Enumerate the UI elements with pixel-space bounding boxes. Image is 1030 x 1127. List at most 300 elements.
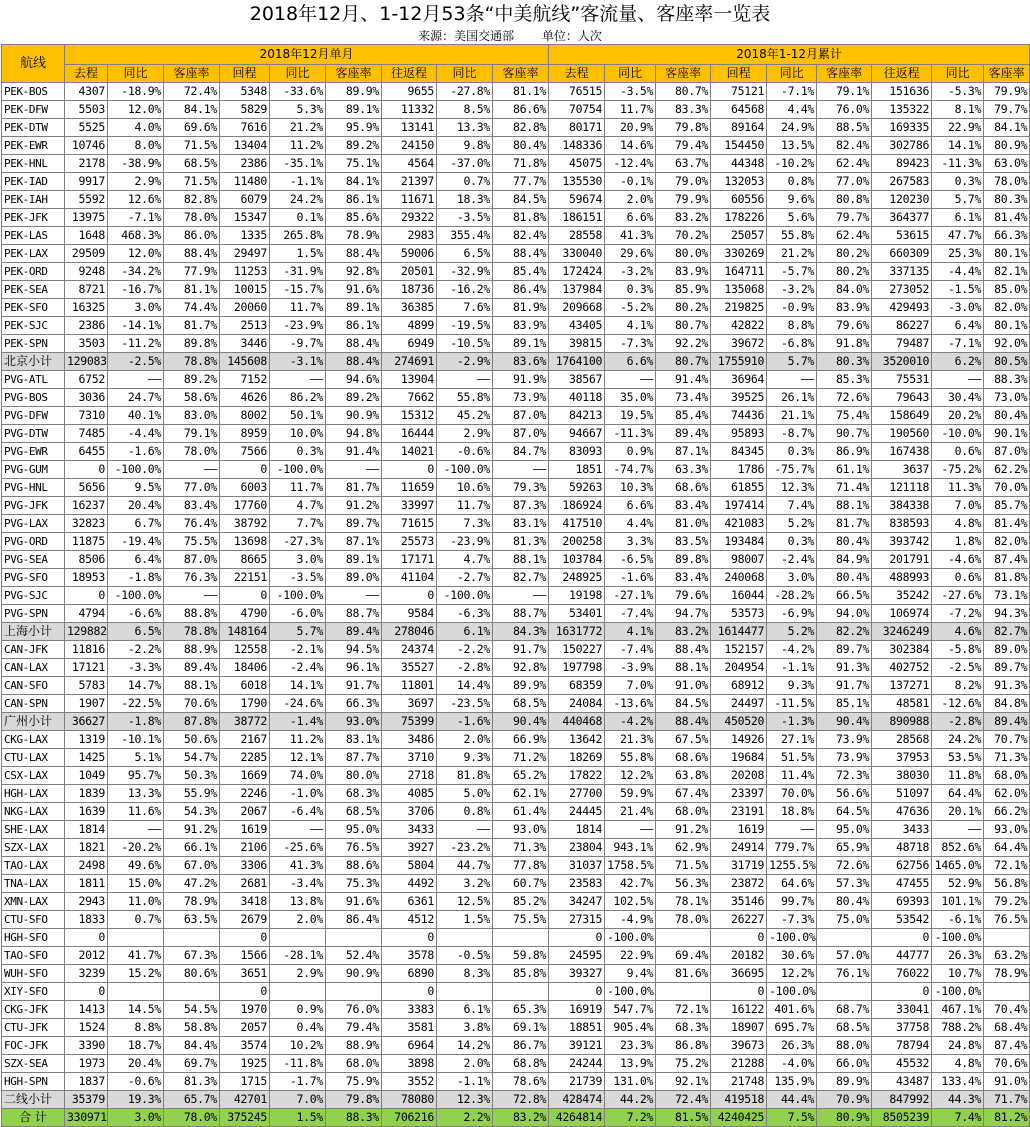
value-cell: 67.5%	[656, 731, 711, 749]
value-cell: 37758	[872, 1019, 932, 1037]
value-cell: 15347	[220, 209, 270, 227]
value-cell: 62756	[872, 857, 932, 875]
value-cell: 89.9%	[326, 83, 382, 101]
value-cell: 89.4%	[164, 659, 220, 677]
value-cell: 95893	[711, 425, 767, 443]
value-cell: 82.0%	[984, 533, 1030, 551]
table-row	[2, 839, 1030, 857]
value-cell: -3.5%	[270, 569, 326, 587]
value-cell: 64.4%	[932, 785, 984, 803]
value-cell: 102.5%	[605, 893, 656, 911]
value-cell: 90.1%	[984, 425, 1030, 443]
route-cell: PVG-JFK	[2, 497, 65, 515]
value-cell: 68.0%	[656, 803, 711, 821]
value-cell: 73.4%	[656, 389, 711, 407]
value-cell: 88.8%	[164, 605, 220, 623]
value-cell: 4626	[220, 389, 270, 407]
value-cell: -3.1%	[270, 353, 326, 371]
value-cell: 384338	[872, 497, 932, 515]
value-cell: 12.2%	[767, 965, 817, 983]
value-cell: 89.4%	[326, 623, 382, 641]
value-cell: -100.0%	[108, 587, 164, 605]
value-cell: 41.3%	[270, 857, 326, 875]
value-cell: 79.3%	[493, 479, 549, 497]
value-cell: 3486	[382, 731, 437, 749]
value-cell: -2.5%	[108, 353, 164, 371]
value-cell: 44.3%	[932, 1091, 984, 1109]
value-cell: 21.2%	[270, 119, 326, 137]
value-cell: 1814	[65, 821, 108, 839]
value-cell: 11.0%	[108, 893, 164, 911]
value-cell: 81.9%	[493, 299, 549, 317]
value-cell: 45075	[549, 155, 605, 173]
value-cell: 7662	[382, 389, 437, 407]
value-cell: -22.5%	[108, 695, 164, 713]
value-cell: -19.4%	[108, 533, 164, 551]
value-cell: 7485	[65, 425, 108, 443]
value-cell: 91.2%	[164, 821, 220, 839]
value-cell: 4.8%	[932, 1055, 984, 1073]
value-cell: 0	[65, 461, 108, 479]
value-cell: 11332	[382, 101, 437, 119]
value-cell: 75.3%	[326, 875, 382, 893]
value-cell: 5592	[65, 191, 108, 209]
value-cell: 85.4%	[656, 407, 711, 425]
value-cell: 7.4%	[932, 1109, 984, 1127]
value-cell: 79.6%	[656, 587, 711, 605]
value-cell: 5.2%	[767, 623, 817, 641]
value-cell: -4.4%	[932, 263, 984, 281]
value-cell: 90.4%	[817, 713, 872, 731]
value-cell: 0	[549, 983, 605, 1001]
value-cell: 89.7%	[984, 659, 1030, 677]
route-cell: PVG-HNL	[2, 479, 65, 497]
value-cell: 16237	[65, 497, 108, 515]
value-cell: 56.8%	[984, 875, 1030, 893]
value-cell: 8.3%	[437, 965, 493, 983]
value-cell: 67.3%	[164, 947, 220, 965]
value-cell: -16.7%	[108, 281, 164, 299]
route-cell: TAO-LAX	[2, 857, 65, 875]
value-cell: 89.2%	[326, 137, 382, 155]
value-cell: 0.7%	[108, 911, 164, 929]
value-cell: -1.8%	[108, 569, 164, 587]
route-cell: CAN-LAX	[2, 659, 65, 677]
value-cell: 18851	[549, 1019, 605, 1037]
value-cell: 21739	[549, 1073, 605, 1091]
value-cell: 5.7%	[767, 353, 817, 371]
value-cell: 66.1%	[164, 839, 220, 857]
value-cell: 78.1%	[656, 893, 711, 911]
value-cell: 88.3%	[326, 1109, 382, 1127]
value-cell: 82.0%	[984, 299, 1030, 317]
value-cell: 4307	[65, 83, 108, 101]
value-cell: 88.1%	[817, 497, 872, 515]
value-cell: 80.9%	[984, 137, 1030, 155]
value-cell: 135068	[711, 281, 767, 299]
value-cell: 0.3%	[767, 533, 817, 551]
route-cell: PEK-IAH	[2, 191, 65, 209]
value-cell: 95.7%	[108, 767, 164, 785]
value-cell: 3697	[382, 695, 437, 713]
value-cell: 78080	[382, 1091, 437, 1109]
value-cell: 12.3%	[437, 1091, 493, 1109]
route-cell: 合 计	[2, 1109, 65, 1127]
value-cell: 86.8%	[656, 1037, 711, 1055]
value-cell: 24914	[711, 839, 767, 857]
value-cell: 201791	[872, 551, 932, 569]
value-cell	[984, 929, 1030, 947]
value-cell: -33.6%	[270, 83, 326, 101]
value-cell: -6.3%	[437, 605, 493, 623]
value-cell: 1821	[65, 839, 108, 857]
value-cell: 35379	[65, 1091, 108, 1109]
value-cell: -9.7%	[270, 335, 326, 353]
value-cell: 71.3%	[984, 749, 1030, 767]
value-cell: 5503	[65, 101, 108, 119]
value-cell: 87.0%	[984, 443, 1030, 461]
value-cell: 80.4%	[817, 893, 872, 911]
value-cell: 2.9%	[108, 173, 164, 191]
value-cell: 45532	[872, 1055, 932, 1073]
value-cell: 3710	[382, 749, 437, 767]
value-cell: 83.9%	[817, 299, 872, 317]
value-cell: 68.4%	[984, 1019, 1030, 1037]
value-cell: 62.1%	[493, 785, 549, 803]
value-cell: 17822	[549, 767, 605, 785]
value-cell	[164, 929, 220, 947]
value-cell: 200258	[549, 533, 605, 551]
value-cell: 42701	[220, 1091, 270, 1109]
value-cell: 19.5%	[605, 407, 656, 425]
value-cell: 24.2%	[932, 731, 984, 749]
value-cell: 59.9%	[605, 785, 656, 803]
value-cell: 90.9%	[326, 965, 382, 983]
table-row	[2, 407, 1030, 425]
value-cell: 1614477	[711, 623, 767, 641]
value-cell: -6.8%	[767, 335, 817, 353]
value-cell: 88.7%	[493, 605, 549, 623]
route-cell: PEK-SFO	[2, 299, 65, 317]
value-cell: -2.2%	[437, 641, 493, 659]
value-cell: 38030	[872, 767, 932, 785]
value-cell: 3383	[382, 1001, 437, 1019]
value-cell: 1839	[65, 785, 108, 803]
value-cell: 417510	[549, 515, 605, 533]
value-cell: -2.5%	[932, 659, 984, 677]
value-cell: 3.0%	[767, 569, 817, 587]
value-cell: 133.4%	[932, 1073, 984, 1091]
table-row	[2, 1019, 1030, 1037]
value-cell: 83.6%	[493, 353, 549, 371]
value-cell: 50.1%	[270, 407, 326, 425]
value-cell: 2057	[220, 1019, 270, 1037]
route-cell: SZX-LAX	[2, 839, 65, 857]
value-cell: -6.6%	[108, 605, 164, 623]
value-cell: 2167	[220, 731, 270, 749]
value-cell: 137271	[872, 677, 932, 695]
header-col: 客座率	[817, 65, 872, 83]
value-cell: 84.8%	[984, 695, 1030, 713]
value-cell: 20.4%	[108, 497, 164, 515]
value-cell: 76.1%	[817, 965, 872, 983]
value-cell: 20.2%	[932, 407, 984, 425]
value-cell: 79.7%	[817, 209, 872, 227]
value-cell: 86.1%	[326, 191, 382, 209]
subtotal-row	[2, 353, 1030, 371]
value-cell: 69.1%	[493, 1019, 549, 1037]
value-cell: 21288	[711, 1055, 767, 1073]
value-cell: 71.5%	[164, 173, 220, 191]
value-cell: -4.2%	[605, 713, 656, 731]
value-cell: -75.7%	[767, 461, 817, 479]
value-cell: 91.9%	[493, 371, 549, 389]
value-cell: 68.5%	[493, 695, 549, 713]
value-cell: 14.6%	[605, 137, 656, 155]
table-row	[2, 101, 1030, 119]
value-cell: 429493	[872, 299, 932, 317]
value-cell: 43405	[549, 317, 605, 335]
value-cell: 81.6%	[656, 965, 711, 983]
value-cell: 7.0%	[932, 497, 984, 515]
value-cell: 1811	[65, 875, 108, 893]
table-row	[2, 1037, 1030, 1055]
value-cell: 0.4%	[270, 1019, 326, 1037]
value-cell: 36385	[382, 299, 437, 317]
value-cell: 103784	[549, 551, 605, 569]
value-cell: 0.1%	[270, 209, 326, 227]
value-cell: 79.6%	[817, 317, 872, 335]
route-cell: PEK-BOS	[2, 83, 65, 101]
value-cell: 197798	[549, 659, 605, 677]
value-cell: 6.7%	[108, 515, 164, 533]
route-cell: CTU-JFK	[2, 1019, 65, 1037]
value-cell: -10.1%	[108, 731, 164, 749]
route-cell: FOC-JFK	[2, 1037, 65, 1055]
value-cell: -25.6%	[270, 839, 326, 857]
value-cell: 80.3%	[817, 353, 872, 371]
value-cell: -3.0%	[932, 299, 984, 317]
value-cell: 14.5%	[108, 1001, 164, 1019]
value-cell: 3.2%	[437, 875, 493, 893]
value-cell: 5783	[65, 677, 108, 695]
value-cell: 91.7%	[817, 677, 872, 695]
value-cell	[326, 929, 382, 947]
value-cell: 0	[382, 983, 437, 1001]
value-cell: 135322	[872, 101, 932, 119]
value-cell: 84.5%	[493, 191, 549, 209]
value-cell: 11659	[382, 479, 437, 497]
header-col: 客座率	[656, 65, 711, 83]
value-cell: 26.3%	[932, 947, 984, 965]
value-cell: 79.7%	[984, 101, 1030, 119]
header-col: 客座率	[164, 65, 220, 83]
value-cell: 1.8%	[932, 533, 984, 551]
value-cell: 69393	[872, 893, 932, 911]
value-cell: 84345	[711, 443, 767, 461]
value-cell: 169335	[872, 119, 932, 137]
value-cell: 3706	[382, 803, 437, 821]
value-cell: 13642	[549, 731, 605, 749]
value-cell: 91.4%	[326, 443, 382, 461]
value-cell: 28568	[872, 731, 932, 749]
value-cell: -100.0%	[270, 461, 326, 479]
value-cell: 193484	[711, 533, 767, 551]
value-cell: 15312	[382, 407, 437, 425]
value-cell: 56.3%	[656, 875, 711, 893]
value-cell: 85.4%	[493, 263, 549, 281]
value-cell: 4.0%	[108, 119, 164, 137]
table-row	[2, 929, 1030, 947]
value-cell: -1.4%	[270, 713, 326, 731]
value-cell: 0	[220, 587, 270, 605]
value-cell: 71.5%	[656, 857, 711, 875]
value-cell: 65.9%	[817, 839, 872, 857]
value-cell: -3.4%	[270, 875, 326, 893]
value-cell: 5.1%	[108, 749, 164, 767]
value-cell: 92.2%	[656, 335, 711, 353]
value-cell: -28.1%	[270, 947, 326, 965]
value-cell: 0.3%	[932, 173, 984, 191]
value-cell: 6.5%	[437, 245, 493, 263]
value-cell: 75.2%	[656, 1055, 711, 1073]
table-row	[2, 965, 1030, 983]
value-cell: 67.4%	[656, 785, 711, 803]
value-cell: 47455	[872, 875, 932, 893]
value-cell: 54.5%	[164, 1001, 220, 1019]
value-cell: 1758.5%	[605, 857, 656, 875]
value-cell: 82.7%	[984, 623, 1030, 641]
value-cell: 17760	[220, 497, 270, 515]
value-cell: 87.7%	[326, 749, 382, 767]
value-cell: 72.6%	[817, 857, 872, 875]
table-row	[2, 1001, 1030, 1019]
value-cell: -3.2%	[767, 281, 817, 299]
value-cell: 3581	[382, 1019, 437, 1037]
value-cell: 95.0%	[817, 821, 872, 839]
value-cell: -8.7%	[767, 425, 817, 443]
value-cell: 7.0%	[270, 1091, 326, 1109]
value-cell: 35242	[872, 587, 932, 605]
value-cell	[108, 983, 164, 1001]
value-cell: 70.7%	[984, 731, 1030, 749]
value-cell: 7.7%	[270, 515, 326, 533]
value-cell: 66.2%	[984, 803, 1030, 821]
value-cell: 2386	[65, 317, 108, 335]
value-cell: 89.7%	[817, 641, 872, 659]
value-cell: 0	[872, 929, 932, 947]
value-cell: 23191	[711, 803, 767, 821]
value-cell: 90.4%	[493, 713, 549, 731]
value-cell: -23.2%	[437, 839, 493, 857]
value-cell: 1639	[65, 803, 108, 821]
value-cell: 83.2%	[493, 1109, 549, 1127]
value-cell: 0	[711, 929, 767, 947]
value-cell: 94.8%	[326, 425, 382, 443]
value-cell: 44777	[872, 947, 932, 965]
value-cell: 35527	[382, 659, 437, 677]
value-cell: 68.3%	[326, 785, 382, 803]
value-cell: 847992	[872, 1091, 932, 1109]
value-cell: 13904	[382, 371, 437, 389]
value-cell: 91.7%	[493, 641, 549, 659]
value-cell: 302384	[872, 641, 932, 659]
value-cell: 13.9%	[605, 1055, 656, 1073]
subtotal-row	[2, 713, 1030, 731]
value-cell: 51.5%	[767, 749, 817, 767]
value-cell: 75.5%	[493, 911, 549, 929]
route-cell: PEK-LAX	[2, 245, 65, 263]
value-cell: 5525	[65, 119, 108, 137]
value-cell: 36627	[65, 713, 108, 731]
value-cell: 355.4%	[437, 227, 493, 245]
value-cell: 178226	[711, 209, 767, 227]
value-cell: 86227	[872, 317, 932, 335]
value-cell: 375245	[220, 1109, 270, 1127]
table-row	[2, 191, 1030, 209]
header-col: 客座率	[493, 65, 549, 83]
value-cell: 2.2%	[437, 1109, 493, 1127]
value-cell: -23.9%	[270, 317, 326, 335]
value-cell: 197414	[711, 497, 767, 515]
value-cell: -2.9%	[437, 353, 493, 371]
value-cell: 36964	[711, 371, 767, 389]
value-cell: -11.3%	[605, 425, 656, 443]
value-cell: 72.4%	[656, 1091, 711, 1109]
route-cell: CTU-SFO	[2, 911, 65, 929]
value-cell: 2178	[65, 155, 108, 173]
value-cell: 19198	[549, 587, 605, 605]
value-cell: 40.1%	[108, 407, 164, 425]
value-cell: 55.8%	[437, 389, 493, 407]
value-cell: 337135	[872, 263, 932, 281]
value-cell: -7.1%	[108, 209, 164, 227]
value-cell: 91.0%	[656, 677, 711, 695]
value-cell: 27700	[549, 785, 605, 803]
value-cell: 10746	[65, 137, 108, 155]
value-cell: 20.9%	[605, 119, 656, 137]
value-cell: -12.4%	[605, 155, 656, 173]
value-cell: -19.5%	[437, 317, 493, 335]
value-cell: -15.7%	[270, 281, 326, 299]
value-cell: 88.3%	[984, 371, 1030, 389]
value-cell: -27.8%	[437, 83, 493, 101]
value-cell: 91.0%	[984, 1073, 1030, 1091]
value-cell: 12.1%	[270, 749, 326, 767]
value-cell: 79.1%	[164, 425, 220, 443]
value-cell: 81.5%	[656, 1109, 711, 1127]
value-cell: 5348	[220, 83, 270, 101]
value-cell: 1619	[711, 821, 767, 839]
value-cell: 660309	[872, 245, 932, 263]
value-cell: 78.9%	[326, 227, 382, 245]
route-cell: CAN-SPN	[2, 695, 65, 713]
value-cell: 1833	[65, 911, 108, 929]
value-cell: 1907	[65, 695, 108, 713]
value-cell: 80.7%	[656, 353, 711, 371]
route-cell: 二线小计	[2, 1091, 65, 1109]
value-cell: 0.3%	[270, 443, 326, 461]
header-group-month: 2018年12月单月	[65, 45, 549, 65]
value-cell	[164, 983, 220, 1001]
value-cell: 1631772	[549, 623, 605, 641]
value-cell: 11.2%	[270, 731, 326, 749]
value-cell: 36695	[711, 965, 767, 983]
table-row	[2, 569, 1030, 587]
value-cell: 2.0%	[270, 911, 326, 929]
value-cell: 61.4%	[493, 803, 549, 821]
value-cell: 4492	[382, 875, 437, 893]
